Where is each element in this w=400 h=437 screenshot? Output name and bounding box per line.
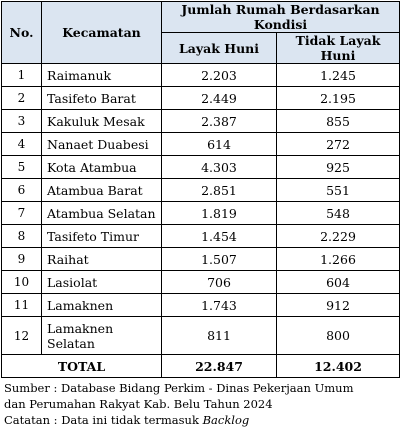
header-tidak-layak-huni: Tidak Layak Huni (277, 33, 400, 64)
cell-tidak-layak-huni: 2.195 (277, 87, 400, 110)
cell-tidak-layak-huni: 800 (277, 317, 400, 355)
cell-tidak-layak-huni: 912 (277, 294, 400, 317)
catatan-line (4, 412, 398, 428)
housing-condition-table (1, 1, 400, 378)
cell-no: 5 (2, 156, 42, 179)
cell-kecamatan: Tasifeto Barat (42, 87, 162, 110)
cell-kecamatan: Atambua Barat (42, 179, 162, 202)
cell-layak-huni: 811 (162, 317, 277, 355)
table-row (2, 225, 400, 248)
table-row (2, 294, 400, 317)
catatan-text: Catatan : Data ini tidak termasuk (4, 413, 203, 427)
cell-layak-huni: 1.743 (162, 294, 277, 317)
cell-tidak-layak-huni: 548 (277, 202, 400, 225)
cell-kecamatan: Lasiolat (42, 271, 162, 294)
total-layak-huni: 22.847 (162, 355, 277, 378)
cell-kecamatan: Kota Atambua (42, 156, 162, 179)
table-row (2, 202, 400, 225)
cell-kecamatan: Kakuluk Mesak (42, 110, 162, 133)
cell-layak-huni: 614 (162, 133, 277, 156)
catatan-backlog: Backlog (202, 413, 250, 427)
housing-table-wrapper (1, 1, 399, 378)
cell-no: 7 (2, 202, 42, 225)
cell-tidak-layak-huni: 272 (277, 133, 400, 156)
total-row (2, 355, 400, 378)
cell-no: 4 (2, 133, 42, 156)
cell-tidak-layak-huni: 925 (277, 156, 400, 179)
cell-layak-huni: 1.819 (162, 202, 277, 225)
cell-no: 10 (2, 271, 42, 294)
cell-tidak-layak-huni: 551 (277, 179, 400, 202)
cell-no: 9 (2, 248, 42, 271)
cell-kecamatan: Raihat (42, 248, 162, 271)
table-notes (4, 380, 398, 428)
cell-no: 12 (2, 317, 42, 355)
cell-kecamatan-line2: Selatan (47, 335, 95, 351)
cell-no: 8 (2, 225, 42, 248)
total-tidak-layak-huni: 12.402 (277, 355, 400, 378)
cell-layak-huni: 4.303 (162, 156, 277, 179)
table-row (2, 317, 400, 355)
cell-layak-huni: 2.449 (162, 87, 277, 110)
table-row (2, 110, 400, 133)
cell-tidak-layak-huni: 1.245 (277, 64, 400, 87)
cell-kecamatan: Atambua Selatan (42, 202, 162, 225)
source-line-2: dan Perumahan Rakyat Kab. Belu Tahun 2024 (4, 397, 273, 411)
cell-tidak-layak-huni: 855 (277, 110, 400, 133)
header-layak-huni: Layak Huni (162, 33, 277, 64)
header-kecamatan: Kecamatan (42, 2, 162, 64)
cell-kecamatan-line1: Lamaknen (47, 320, 114, 336)
cell-kecamatan: Tasifeto Timur (42, 225, 162, 248)
cell-tidak-layak-huni: 1.266 (277, 248, 400, 271)
cell-no: 3 (2, 110, 42, 133)
cell-layak-huni: 2.851 (162, 179, 277, 202)
cell-tidak-layak-huni: 2.229 (277, 225, 400, 248)
source-line-1: Sumber : Database Bidang Perkim - Dinas Pekerjaan Umum (4, 381, 354, 395)
table-row (2, 133, 400, 156)
table-row (2, 179, 400, 202)
cell-tidak-layak-huni: 604 (277, 271, 400, 294)
cell-kecamatan: Lamaknen (42, 294, 162, 317)
header-no: No. (2, 2, 42, 64)
cell-no: 6 (2, 179, 42, 202)
cell-kecamatan: Raimanuk (42, 64, 162, 87)
cell-kecamatan (42, 317, 162, 355)
header-group-condition: Jumlah Rumah Berdasarkan Kondisi (162, 2, 400, 33)
total-label: TOTAL (2, 355, 162, 378)
table-row (2, 248, 400, 271)
table-row (2, 64, 400, 87)
table-row (2, 271, 400, 294)
table-row (2, 87, 400, 110)
cell-no: 11 (2, 294, 42, 317)
cell-layak-huni: 2.387 (162, 110, 277, 133)
cell-layak-huni: 706 (162, 271, 277, 294)
cell-kecamatan: Nanaet Duabesi (42, 133, 162, 156)
cell-layak-huni: 1.507 (162, 248, 277, 271)
cell-no: 2 (2, 87, 42, 110)
table-row (2, 156, 400, 179)
cell-no: 1 (2, 64, 42, 87)
cell-layak-huni: 2.203 (162, 64, 277, 87)
cell-layak-huni: 1.454 (162, 225, 277, 248)
